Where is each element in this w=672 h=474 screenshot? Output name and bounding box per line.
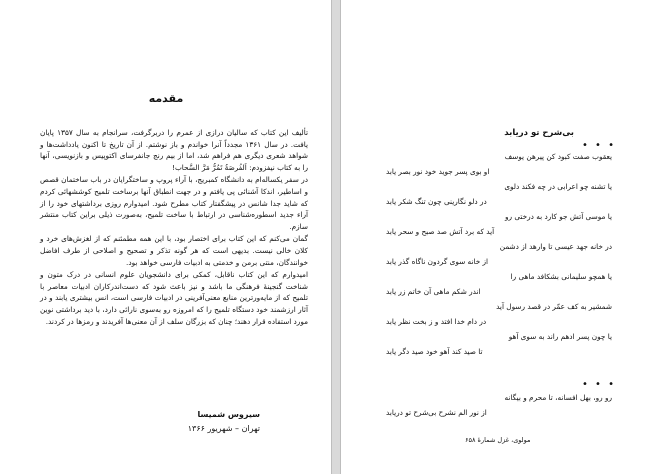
preface-body bbox=[40, 127, 308, 327]
preface-paragraph: در سفر یکساله‌ام به دانشگاه کمبریج، با آراء پروپ و ساختگرایان در باب ساختمان قصص و اساطیر، اندکا آشنائی پی یافتم و در جهت انطباق آنها برساخت تلمیح کوششهائی کردم که شاید جدا شانس در پیشگفتار کتاب مطرح شود. امیدوارم روزی برداشتهای خود را از آراء جدید اسطوره‌شناسی در ارتباط با ساخت تلمیح، به‌صورت ذیلی براین کتاب منتشر سازم. bbox=[40, 175, 308, 231]
verse-line: یا تشنه چو اعرابی در چه فکند دلوی bbox=[504, 182, 612, 191]
poem-heading: بی‌شرح تو دریابد bbox=[504, 128, 574, 138]
verse-line: شمشیر به کف عمّر در قصد رسول آید bbox=[496, 302, 612, 311]
page-left bbox=[0, 0, 332, 474]
verse-line: یا چون پسر ادهم راند به سوی آهو bbox=[508, 332, 612, 341]
place-date: تهران – شهریور ۱۳۶۶ bbox=[187, 424, 260, 433]
author-name: سیروس شمیسا bbox=[197, 410, 260, 419]
preface-paragraph: امیدوارم که این کتاب ناقابل، کمکی برای دانشجویان علوم انسانی در درک متون و شناخت گنجینهٔ فرهنگی ما باشد و نیز باعث شود که دست‌اندرکاران ادبیات معاصر با تلمیح که از مایه‌ورترین منابع معنی‌آفرینی در ادبیات فارسی است، انس بیشتری یابند و در آثار ارزشمند خود دستگاه تلمیح را که امروزه رو به‌سوی نارائی دارد، با دید برداشتی نوین مورد استفاده قرار دهند؛ چنان که بزرگان سلف از آن معنی‌ها آفریدند و رمزها در کردند. bbox=[40, 270, 308, 326]
verse-line: از خانه سوی گردون ناگاه گذر یابد bbox=[386, 257, 489, 266]
author-block bbox=[130, 408, 260, 436]
verse-line: تا صید کند آهو خود صید دگر یابد bbox=[386, 347, 483, 356]
preface-paragraph: تألیف این کتاب که سالیان درازی از عمرم را دربرگرفت، سرانجام به سال ۱۳۵۷ پایان یافت. در سال ۱۳۶۱ مجدداً آنرا خواندم و باز نوشتم. از آن تاریخ تا اکنون یادداشت‌ها و شواهد شعری دیگری هم فراهم شد، اما از بیم رنج جانفرسای اکتوپیس و بازنویسی، آنها را به کتاب نیفزودم: اَلفُرصَةُ تَمُرُّ مَرَّ السَّحاب! bbox=[40, 128, 309, 172]
verse-line: یعقوب صفت کبود کن پیرهن یوسف bbox=[504, 152, 612, 161]
preface-title: مقدمه bbox=[148, 92, 184, 105]
preface-paragraph: گمان می‌کنم که این کتاب برای اختصار بود، با این همه مطمئنم که از لغزش‌های خرد و کلان خالی نیست. بدیهی است که هر گونه تذکر و تصحیح و اصلاحی از طرف افاضل خوانندگان، منتی برمن و خدمتی به ادبیات فارسی خواهد بود. bbox=[40, 234, 308, 267]
verse-line: در خانه جهد عیسی تا وارهد از دشمن bbox=[499, 242, 612, 251]
verse-line: در دام خدا افتد و ز بخت نظر یابد bbox=[386, 317, 487, 326]
verse-line: از نور الم نشرح بی‌شرح تو دریابد bbox=[386, 408, 487, 417]
verse-line: در دلو نگارینی چون تنگ شکر یابد bbox=[386, 197, 487, 206]
verse-separator: • • • bbox=[581, 140, 616, 151]
page-right bbox=[340, 0, 672, 474]
poem-reference: مولوی، غزل شمارهٔ ۶۵۸ bbox=[465, 436, 531, 444]
verse-line: آید که برد آتش صد صبح و سحر یابد bbox=[386, 227, 495, 236]
verse-separator: • • • bbox=[581, 379, 616, 390]
verse-line: اندر شکم ماهی آن خاتم زر یابد bbox=[386, 287, 481, 296]
verse-line: یا همچو سلیمانی بشکافد ماهی را bbox=[510, 272, 612, 281]
verse-line: یا موسی آتش جو کارد به درختی رو bbox=[504, 212, 612, 221]
verse-line: او بوی پسر جوید خود نور بصر یابد bbox=[386, 167, 490, 176]
verse-line: رو رو، بهل افسانه، تا محرم و بیگانه bbox=[504, 393, 612, 402]
